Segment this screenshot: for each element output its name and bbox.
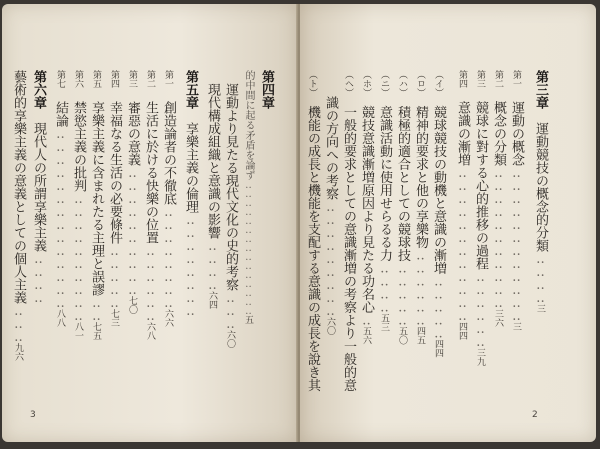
toc-line: 第三章 運動競技の概念的分類‥‥‥‥三 xyxy=(533,70,548,313)
toc-line: （イ） 競球競技の動機と意識の漸増‥‥‥‥‥四四 xyxy=(431,70,446,358)
toc-line: 第七 結論‥‥‥‥‥‥‥‥‥‥‥‥‥‥八八 xyxy=(53,70,68,327)
right-page-folio: 2 xyxy=(532,410,538,420)
toc-line: 識の方向への考察‥‥‥‥‥‥‥‥‥六〇 xyxy=(323,96,338,335)
toc-line: 第四 意識の漸増‥‥‥‥‥‥‥‥‥‥‥‥四四 xyxy=(455,70,470,340)
toc-line: 第六 禁慾主義の批判‥‥‥‥‥‥‥‥‥‥八一 xyxy=(71,70,86,340)
toc-line: 藝術的享樂主義の意義としての個人主義‥‥‥九六 xyxy=(11,70,26,361)
toc-line: （ト） 機能の成長と機能を支配する意識の成長を說き其 xyxy=(305,70,320,392)
toc-line: 第五 享樂主義に含まれたる主理と誤謬‥‥七五 xyxy=(89,70,104,340)
toc-line: 第四 幸福なる生活の必要條件‥‥‥‥‥七三 xyxy=(107,70,122,327)
toc-line: 運動より見たる現代文化の史的考察‥‥‥六〇 xyxy=(223,83,238,348)
toc-line: 第六章 現代人の所謂享樂主義‥‥‥‥ xyxy=(31,70,46,304)
toc-line: 第五章 享樂主義の倫理‥‥‥‥‥‥‥‥ xyxy=(183,70,198,317)
left-page-folio: 3 xyxy=(30,410,36,420)
toc-line: （ロ） 精神的要求と他の享樂物‥‥‥‥‥‥四五 xyxy=(413,70,428,345)
toc-line: 第二 生活に於ける快樂の位置‥‥‥‥‥‥六八 xyxy=(143,70,158,340)
toc-line: 第一 運動の概念‥‥‥‥‥‥‥‥‥‥‥‥三 xyxy=(509,70,524,331)
toc-line: 現代構成組織と意識の影響‥‥‥‥六四 xyxy=(205,83,220,309)
toc-line: 第三 競球に對する心的推移の過程‥‥‥‥‥‥三九 xyxy=(473,70,488,366)
toc-line: （ニ） 意識活動に使用せらるる力‥‥‥‥五三 xyxy=(377,70,392,332)
toc-line: 第三 審惡の意義‥‥‥‥‥‥‥‥‥‥七〇 xyxy=(125,70,140,314)
toc-line: 第二 概念の分類‥‥‥‥‥‥‥‥‥‥‥三六 xyxy=(491,70,506,327)
toc-line: 第四章 xyxy=(259,70,274,109)
toc-line: （ハ） 積極的適合としての競球技‥‥‥‥‥五〇 xyxy=(395,70,410,345)
toc-line: 第一 創造論者の不徹底‥‥‥‥‥‥‥‥六六 xyxy=(161,70,176,327)
toc-line: （ホ） 競技意識漸増原因より見たる功名心‥五六 xyxy=(359,70,374,345)
toc-line: （ヘ） 一般的要求としての意識漸増の考察より一般的意 xyxy=(341,70,356,392)
toc-line: 的中間に起る矛盾を論ず‥‥‥‥‥‥‥‥‥‥‥‥‥‥‥五 xyxy=(243,70,254,324)
